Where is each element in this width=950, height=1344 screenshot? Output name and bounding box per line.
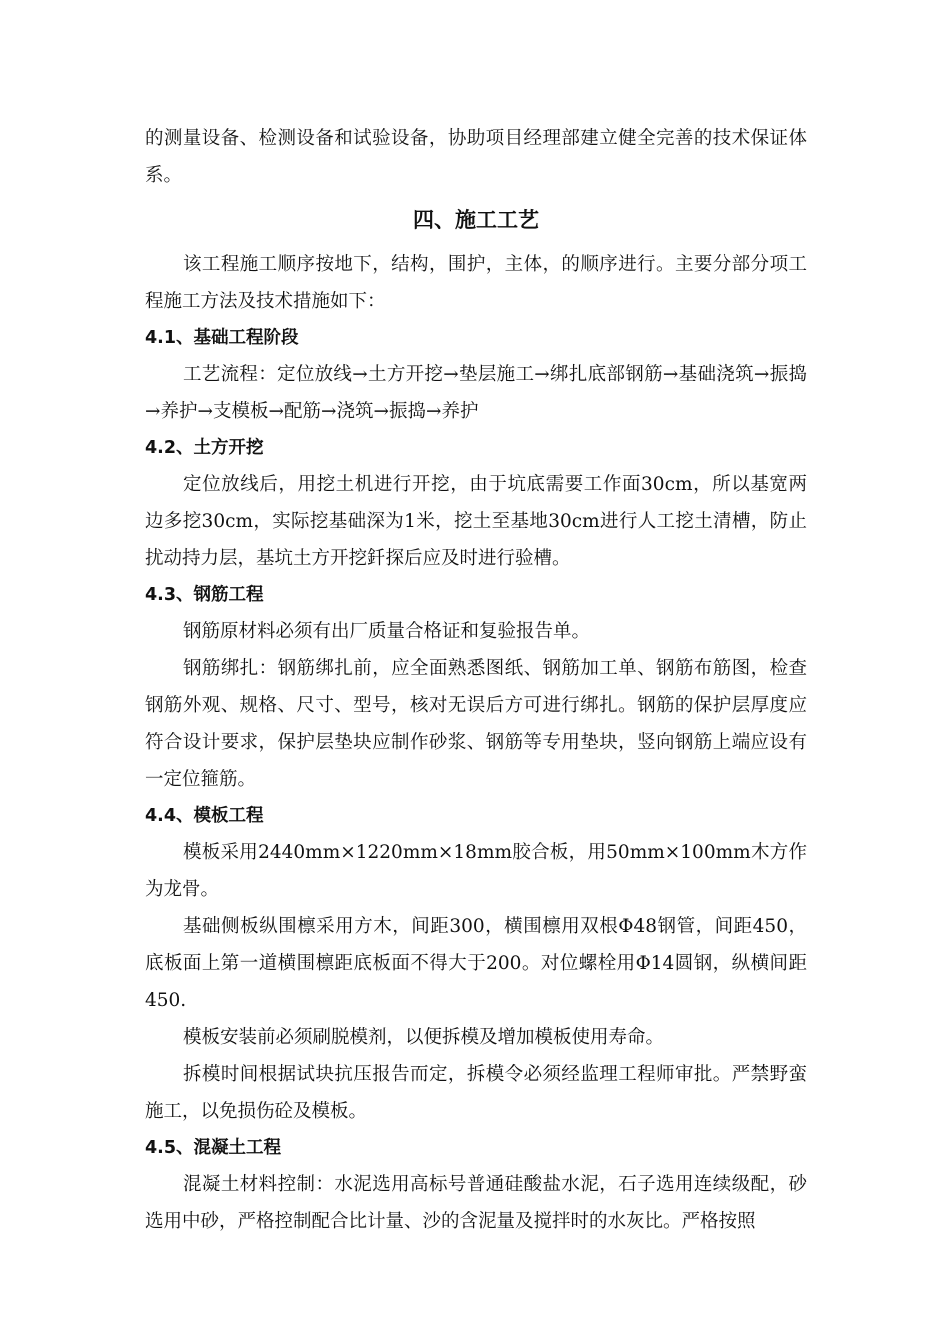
subsection-4-3 <box>145 577 807 798</box>
section-title: 四、施工工艺 <box>413 208 539 232</box>
subsection-heading: 4.4、模板工程 <box>145 806 264 826</box>
section-intro-paragraph: 该工程施工顺序按地下，结构，围护，主体，的顺序进行。主要分部分项工程施工方法及技术措施如下： <box>145 254 807 312</box>
subsection-heading: 4.5、混凝土工程 <box>145 1138 282 1158</box>
subsection-4-5 <box>145 1130 807 1240</box>
subsection-heading: 4.2、土方开挖 <box>145 438 264 458</box>
paragraph: 拆模时间根据试块抗压报告而定，拆模令必须经监理工程师审批。严禁野蛮施工，以免损伤砼及模板。 <box>145 1064 807 1122</box>
subsection-heading: 4.3、钢筋工程 <box>145 585 264 605</box>
paragraph: 模板采用2440mm×1220mm×18mm胶合板，用50mm×100mm木方作为龙骨。 <box>145 842 807 900</box>
paragraph: 工艺流程：定位放线→土方开挖→垫层施工→绑扎底部钢筋→基础浇筑→振捣→养护→支模板→配筋→浇筑→振捣→养护 <box>145 364 807 422</box>
subsection-heading: 4.1、基础工程阶段 <box>145 328 299 348</box>
paragraph: 混凝土材料控制：水泥选用高标号普通硅酸盐水泥，石子选用连续级配，砂选用中砂，严格控制配合比计量、沙的含泥量及搅拌时的水灰比。严格按照 <box>145 1174 807 1232</box>
paragraph: 模板安装前必须刷脱模剂，以便拆模及增加模板使用寿命。 <box>183 1027 665 1048</box>
subsection-4-1 <box>145 320 807 430</box>
paragraph: 基础侧板纵围檩采用方木，间距300，横围檩用双根Φ48钢管，间距450，底板面上第一道横围檩距底板面不得大于200。对位螺栓用Φ14圆钢，纵横间距450. <box>145 916 807 1011</box>
paragraph: 定位放线后，用挖土机进行开挖，由于坑底需要工作面30cm，所以基宽两边多挖30cm，实际挖基础深为1米，挖土至基地30cm进行人工挖土清槽，防止扰动持力层，基坑土方开挖釺探后应及时进行验槽。 <box>145 474 807 569</box>
paragraph: 钢筋绑扎：钢筋绑扎前，应全面熟悉图纸、钢筋加工单、钢筋布筋图，检查钢筋外观、规格、尺寸、型号，核对无误后方可进行绑扎。钢筋的保护层厚度应符合设计要求，保护层垫块应制作砂浆、钢筋等专用垫块，竖向钢筋上端应设有一定位箍筋。 <box>145 658 807 790</box>
document-page <box>145 120 807 1240</box>
subsection-4-2 <box>145 430 807 577</box>
paragraph: 钢筋原材料必须有出厂质量合格证和复验报告单。 <box>183 621 591 642</box>
subsection-4-4 <box>145 798 807 1130</box>
intro-paragraph: 的测量设备、检测设备和试验设备，协助项目经理部建立健全完善的技术保证体系。 <box>145 128 807 186</box>
